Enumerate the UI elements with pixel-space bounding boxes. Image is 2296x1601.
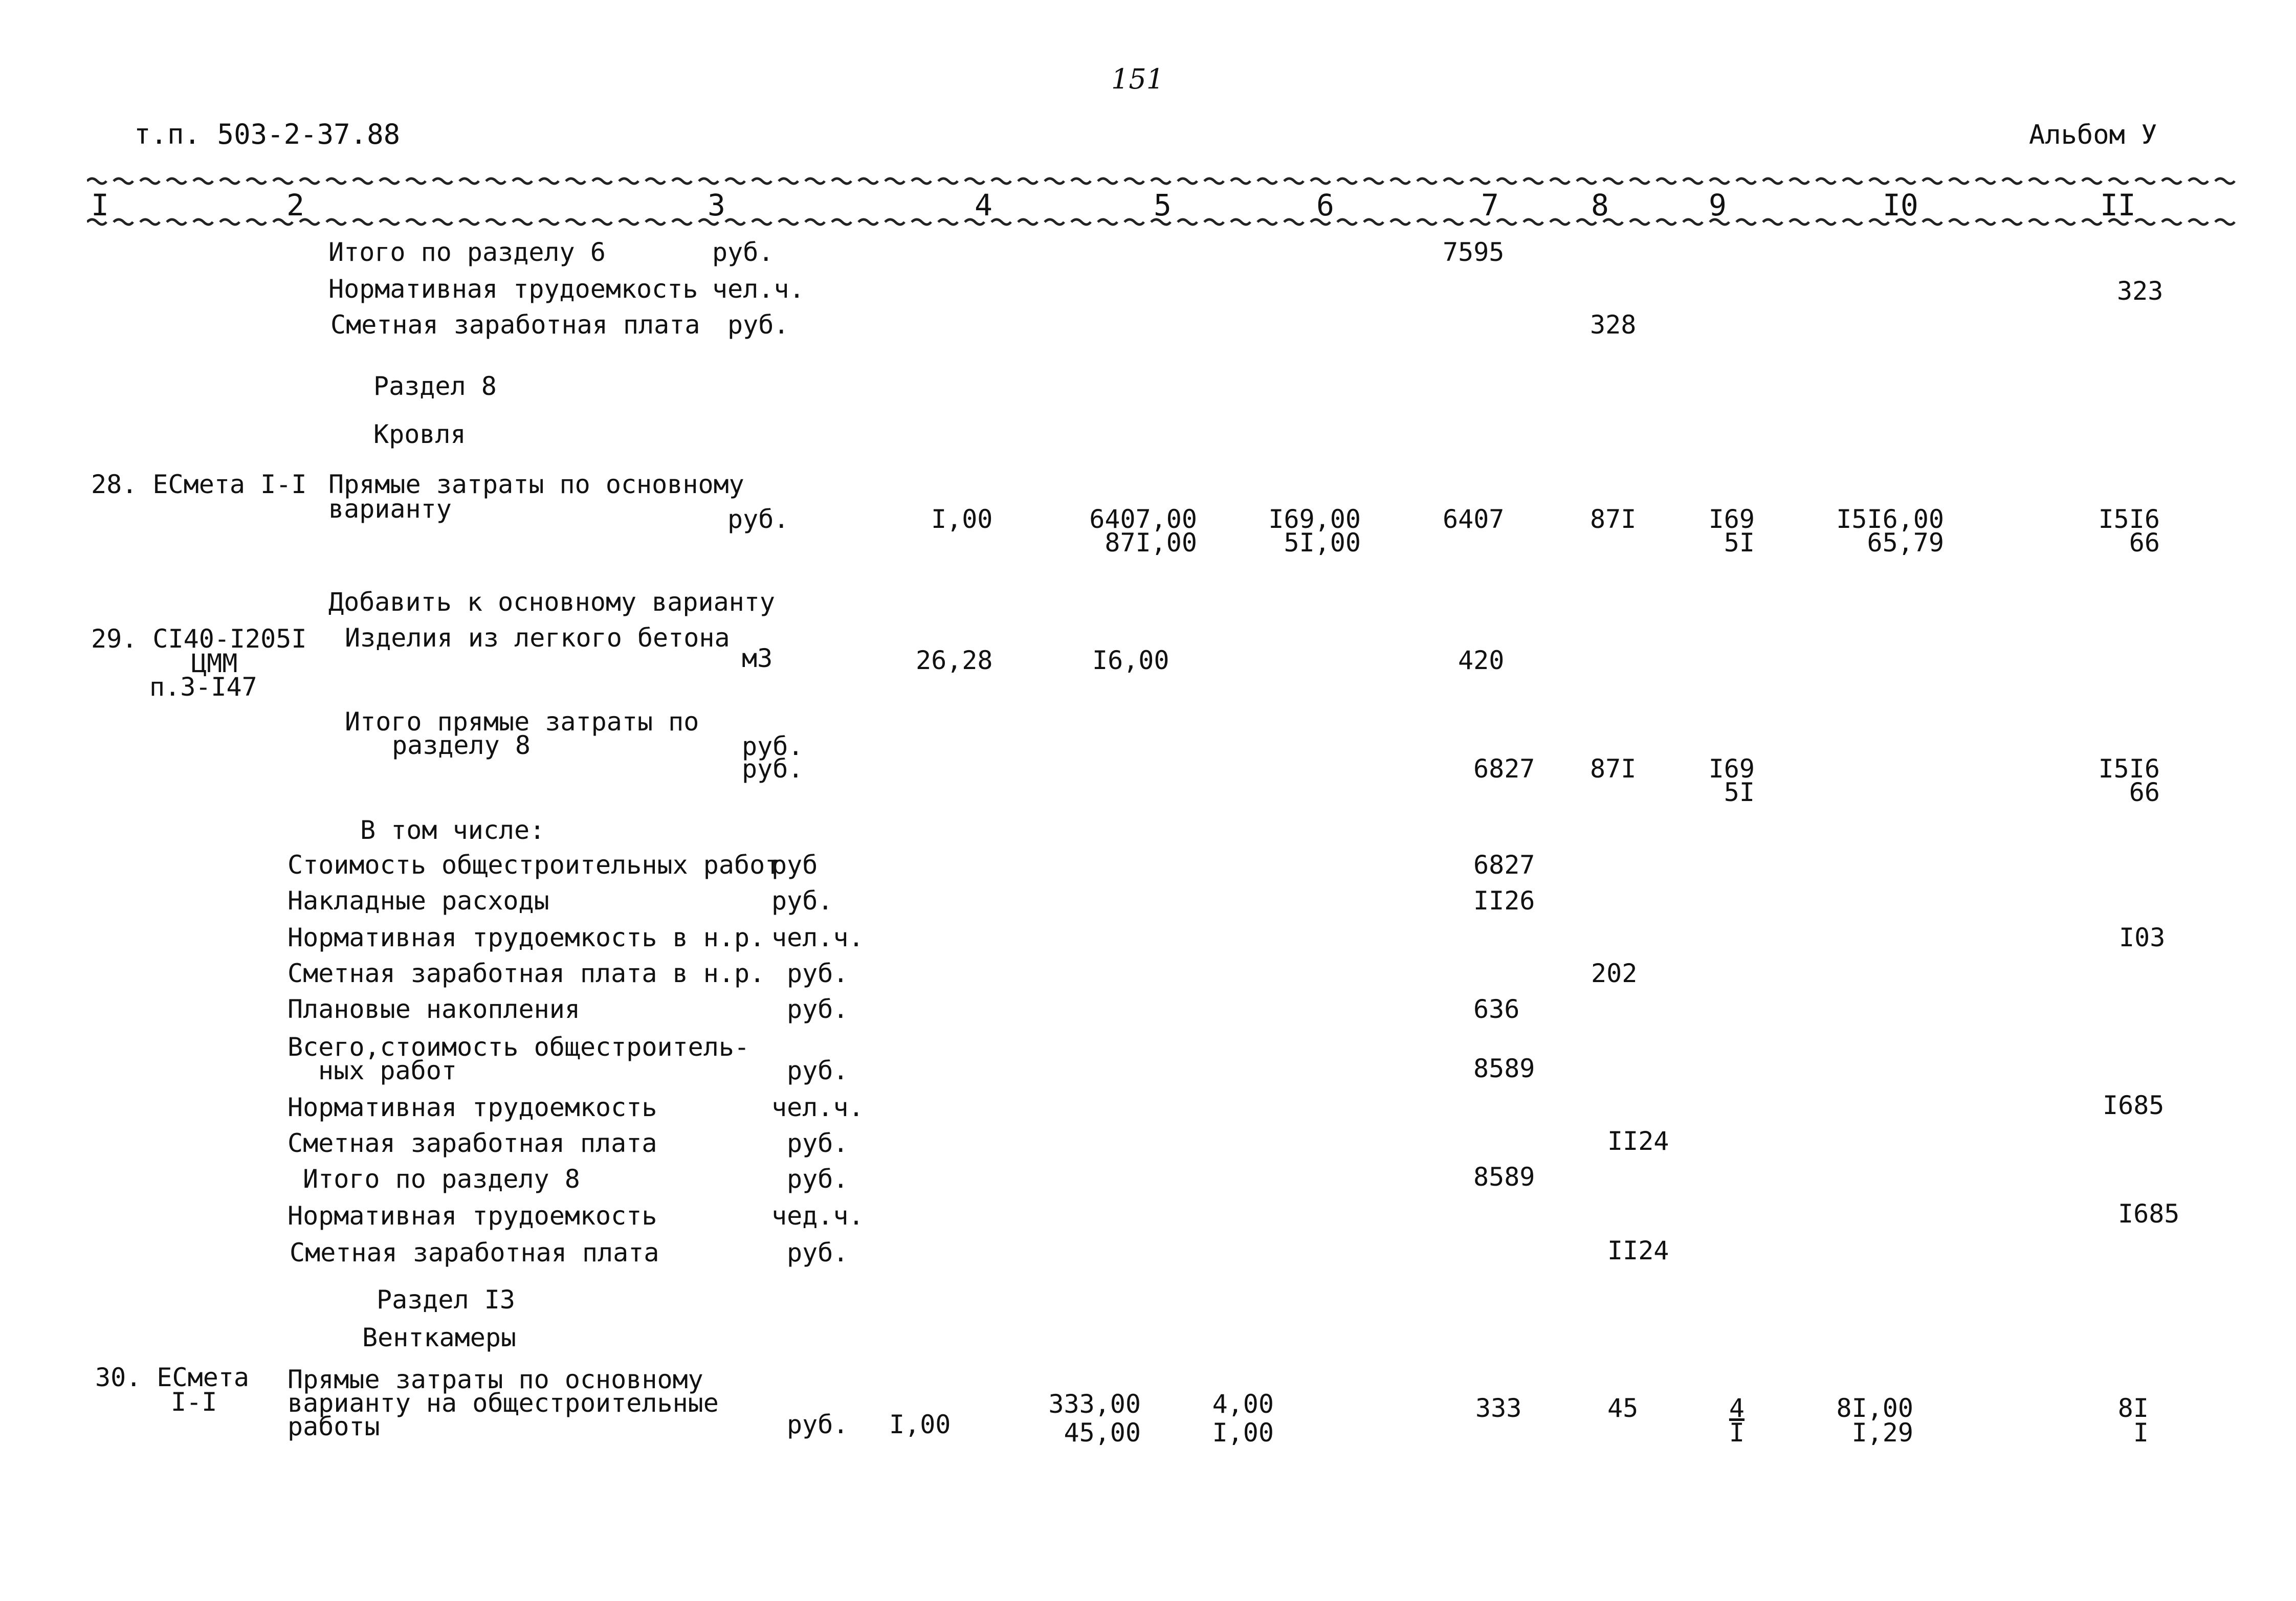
- row28-text1: Прямые затраты по основному: [328, 470, 744, 499]
- row28-c6b: 5I,00: [1284, 528, 1361, 558]
- tail-row-1-unit: чел.ч.: [771, 1093, 864, 1122]
- s6-wage-text: Сметная заработная плата: [330, 310, 700, 340]
- row30-c4: I,00: [889, 1410, 951, 1439]
- row29-num3: п.3-I47: [149, 672, 257, 702]
- tail-row-3-unit: руб.: [787, 1164, 849, 1194]
- incl-row-4-unit: руб.: [787, 959, 849, 988]
- total-cost-text1: Всего,стоимость общестроитель-: [288, 1032, 750, 1062]
- row28-c11b: 66: [2129, 528, 2160, 558]
- row30-c11b: I: [2133, 1418, 2149, 1448]
- incl-row-1-text: Стоимость общестроительных работ: [288, 850, 781, 880]
- col-num-10: I0: [1883, 188, 1918, 223]
- s8-direct-c9a: I69: [1708, 754, 1755, 784]
- row28-text2: варианту: [328, 494, 452, 524]
- page-number: 151: [1111, 63, 1164, 95]
- row28-num: 28. ЕСмета I-I: [91, 470, 307, 499]
- row30-c9b: I: [1729, 1418, 1745, 1448]
- tail-row-2-unit: руб.: [787, 1128, 849, 1158]
- tail-row-1-text: Нормативная трудоемкость: [288, 1093, 657, 1122]
- row28-c5a: 6407,00: [1089, 504, 1197, 534]
- incl-row-3-text: Нормативная трудоемкость в н.р.: [288, 923, 765, 952]
- row28-c8: 87I: [1590, 504, 1637, 534]
- row28-c5b: 87I,00: [1105, 528, 1197, 558]
- row29-num2: ЦММ: [191, 649, 238, 678]
- col-num-5: 5: [1154, 188, 1172, 223]
- row30-c6b: I,00: [1212, 1418, 1274, 1448]
- row29-c5: I6,00: [1092, 646, 1169, 675]
- tail-row-4-text: Нормативная трудоемкость: [288, 1201, 657, 1231]
- row30-text1: Прямые затраты по основному: [288, 1365, 703, 1394]
- row30-num1: 30. ЕСмета: [95, 1363, 250, 1392]
- row29-num1: 29. СI40-I205I: [91, 624, 307, 654]
- row28-c6a: I69,00: [1268, 504, 1361, 534]
- incl-row-3-c11: I03: [2119, 923, 2166, 952]
- row30-c9a: 4: [1729, 1393, 1745, 1423]
- row30-c7: 333: [1475, 1393, 1522, 1423]
- section-13-heading: Раздел I3: [377, 1285, 515, 1315]
- s8-direct-c11a: I5I6: [2098, 754, 2160, 784]
- s8-direct-unit1: руб.: [742, 731, 804, 761]
- col-num-7: 7: [1481, 188, 1499, 223]
- s6-total-text: Итого по разделу 6: [328, 237, 606, 267]
- row30-c8: 45: [1607, 1393, 1639, 1423]
- row28-c10a: I5I6,00: [1836, 504, 1944, 534]
- incl-row-2-unit: руб.: [771, 886, 833, 916]
- incl-row-2-text: Накладные расходы: [288, 886, 549, 916]
- incl-row-1-unit: руб: [771, 850, 818, 880]
- incl-row-5-c7: 636: [1473, 994, 1520, 1024]
- row29-c4: 26,28: [916, 646, 993, 675]
- s6-total-c7: 7595: [1443, 237, 1505, 267]
- s6-labor-unit: чел.ч.: [712, 274, 805, 304]
- row28-c10b: 65,79: [1867, 528, 1944, 558]
- row30-unit: руб.: [787, 1410, 849, 1439]
- section-8-heading: Раздел 8: [373, 371, 497, 401]
- tail-row-3-text: Итого по разделу 8: [303, 1164, 580, 1194]
- s6-labor-c11: 323: [2117, 276, 2163, 306]
- row30-c10a: 8I,00: [1836, 1393, 1913, 1423]
- row29-unit: м3: [742, 643, 773, 673]
- total-cost-text2: ных работ: [318, 1056, 457, 1085]
- incl-row-3-unit: чел.ч.: [771, 923, 864, 952]
- including-label: В том числе:: [360, 815, 545, 845]
- tail-row-2-c8: II24: [1607, 1126, 1669, 1156]
- col-num-4: 4: [975, 188, 992, 223]
- row28-c9b: 5I: [1724, 528, 1755, 558]
- row30-c6a: 4,00: [1212, 1389, 1274, 1419]
- col-num-1: I: [91, 188, 109, 223]
- tail-row-4-unit: чед.ч.: [771, 1201, 864, 1231]
- s6-wage-unit: руб.: [727, 310, 789, 340]
- col-num-11: II: [2100, 188, 2136, 223]
- tail-row-5-text: Сметная заработная плата: [290, 1238, 659, 1268]
- incl-row-2-c7: II26: [1473, 886, 1535, 916]
- incl-row-4-text: Сметная заработная плата в н.р.: [288, 959, 765, 988]
- row30-c10b: I,29: [1851, 1418, 1913, 1448]
- section-8-name: Кровля: [373, 419, 466, 449]
- tail-row-4-c11: I685: [2118, 1199, 2180, 1229]
- row30-text2: варианту на общестроительные: [288, 1388, 719, 1418]
- incl-row-5-unit: руб.: [787, 994, 849, 1024]
- album-label: Альбом У: [2029, 120, 2157, 150]
- row28-c11a: I5I6: [2098, 504, 2160, 534]
- col-num-3: 3: [708, 188, 725, 223]
- s8-direct-c11b: 66: [2129, 777, 2160, 807]
- col-num-8: 8: [1591, 188, 1609, 223]
- incl-row-4-c8: 202: [1591, 959, 1638, 988]
- col-num-9: 9: [1709, 188, 1727, 223]
- row28-c7: 6407: [1443, 504, 1505, 534]
- incl-row-5-text: Плановые накопления: [288, 994, 580, 1024]
- incl-row-1-c7: 6827: [1473, 850, 1535, 880]
- s6-labor-text: Нормативная трудоемкость: [328, 274, 698, 304]
- s8-direct-c7: 6827: [1473, 754, 1535, 784]
- row30-c5b: 45,00: [1064, 1418, 1141, 1448]
- row28-unit: руб.: [727, 504, 789, 534]
- tail-row-3-c7: 8589: [1473, 1162, 1535, 1192]
- header-rule-top: [87, 174, 2236, 186]
- row30-num2: I-I: [171, 1387, 217, 1417]
- row28-c9a: I69: [1708, 504, 1755, 534]
- s6-total-unit: руб.: [712, 237, 774, 267]
- row30-c5a: 333,00: [1048, 1389, 1141, 1419]
- s8-direct-c8: 87I: [1590, 754, 1637, 784]
- add-to-base-note: Добавить к основному варианту: [328, 587, 775, 617]
- s8-direct-unit2: руб.: [742, 754, 804, 784]
- tail-row-5-c8: II24: [1607, 1236, 1669, 1265]
- tail-row-5-unit: руб.: [787, 1238, 849, 1268]
- col-num-2: 2: [286, 188, 304, 223]
- row30-c11a: 8I: [2117, 1393, 2149, 1423]
- tail-row-2-text: Сметная заработная плата: [288, 1128, 657, 1158]
- row28-c4: I,00: [931, 504, 993, 534]
- s8-direct-text2: разделу 8: [392, 730, 531, 760]
- doc-code: т.п. 503-2-37.88: [134, 118, 401, 150]
- section-13-name: Венткамеры: [362, 1323, 517, 1352]
- row30-text3: работы: [288, 1412, 380, 1441]
- s6-wage-c8: 328: [1590, 310, 1637, 340]
- s8-direct-text1: Итого прямые затраты по: [345, 707, 699, 737]
- row29-text: Изделия из легкого бетона: [345, 623, 730, 653]
- total-cost-c7: 8589: [1473, 1054, 1535, 1083]
- s8-direct-c9b: 5I: [1724, 777, 1755, 807]
- tail-row-1-c11: I685: [2103, 1091, 2165, 1120]
- col-num-6: 6: [1316, 188, 1334, 223]
- total-cost-unit: руб.: [787, 1056, 849, 1085]
- row29-c7: 420: [1458, 646, 1505, 675]
